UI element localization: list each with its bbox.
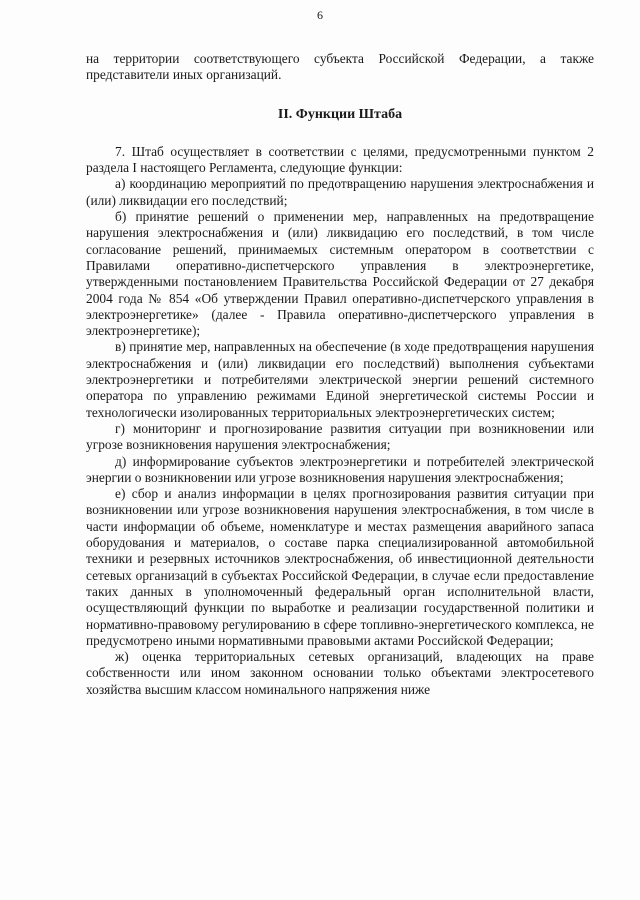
paragraph-d: д) информирование субъектов электроэнергетики и потребителей электрической энергии о возникновении или угрозе возникновения нарушения электроснабжения;	[86, 453, 594, 485]
document-body	[86, 51, 594, 698]
paragraph-g: г) мониторинг и прогнозирование развития ситуации при возникновении или угрозе возникновения нарушения электроснабжения;	[86, 420, 594, 453]
page-number: 6	[317, 8, 323, 22]
paragraph-zh: ж) оценка территориальных сетевых организаций, владеющих на праве собственности или ином законном основании только объектами электросетевого хозяйства высшим классом номинального напряжения ниже	[86, 649, 594, 697]
paragraph-7: 7. Штаб осуществляет в соответствии с целями, предусмотренными пунктом 2 раздела I настоящего Регламента, следующие функции:	[86, 143, 594, 176]
continuation-paragraph: на территории соответствующего субъекта Российской Федерации, а также представители иных организаций.	[86, 51, 594, 83]
paragraph-b: б) принятие решений о применении мер, направленных на предотвращение нарушения электроснабжения и (или) ликвидацию его последствий, в том числе согласование решений, принимаемых системным оператором в соответствии с Правилами оперативно-диспетчерского управления в электроэнергетике, утвержденными постановлением Правительства Российской Федерации от 27 декабря 2004 года № 854 «Об утверждении Правил оперативно-диспетчерского управления в электроэнергетике» (далее - Правила оперативно-диспетчерского управления в электроэнергетике);	[86, 209, 594, 339]
paragraph-e: е) сбор и анализ информации в целях прогнозирования развития ситуации при возникновении или угрозе возникновения нарушения электроснабжения, в том числе в части информации об объеме, номенклатуре и местах размещения аварийного запаса оборудования и материалов, о составе парка специализированной автомобильной техники и резервных источников электроснабжения, об инвестиционной деятельности сетевых организаций в субъектах Российской Федерации, в случае если предоставление таких данных в уполномоченный федеральный орган исполнительной власти, осуществляющий функции по выработке и реализации государственной политики и нормативно-правовому регулированию в сфере топливно-энергетического комплекса, не предусмотрено иными нормативными правовыми актами Российской Федерации;	[86, 486, 594, 648]
paragraph-v: в) принятие мер, направленных на обеспечение (в ходе предотвращения нарушения электроснабжения и (или) ликвидации его последствий) выполнения субъектами электроэнергетики и потребителями электрической энергии решений системного оператора по управлению режимами Единой энергетической системы России и технологически изолированных территориальных электроэнергетических систем;	[86, 339, 594, 420]
section-heading: II. Функции Штаба	[277, 106, 403, 122]
paragraph-a: а) координацию мероприятий по предотвращению нарушения электроснабжения и (или) ликвидации его последствий;	[86, 176, 594, 208]
